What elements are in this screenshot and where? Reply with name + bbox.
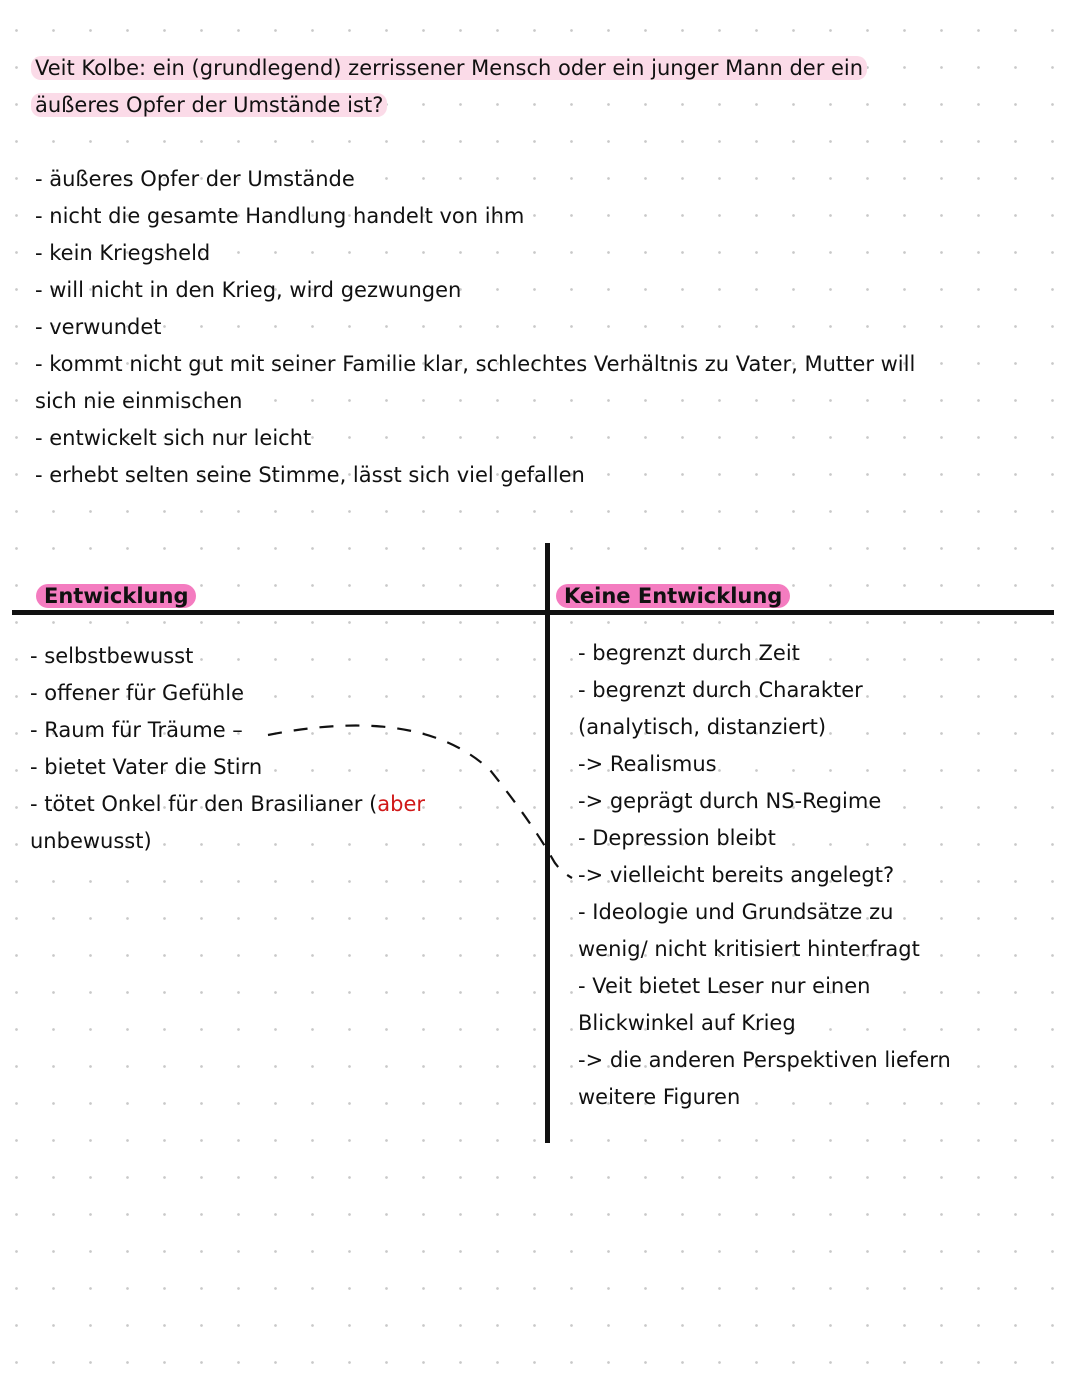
right-column-header: Keine Entwicklung — [556, 578, 790, 615]
left-item: - bietet Vater die Stirn — [30, 755, 263, 779]
left-item: - selbstbewusst — [30, 644, 194, 668]
bullet-item: - äußeres Opfer der Umstände — [35, 167, 355, 191]
right-item: - Depression bleibt — [578, 826, 776, 850]
left-item-5: - tötet Onkel für den Brasilianer (aber — [30, 792, 426, 816]
bullet-item: - nicht die gesamte Handlung handelt von ihm — [35, 204, 525, 228]
right-item: -> Realismus — [578, 752, 717, 776]
title-line-2: äußeres Opfer der Umstände ist? — [31, 87, 387, 124]
left-item-5-cont: unbewusst) — [30, 829, 152, 853]
right-item: -> vielleicht bereits angelegt? — [578, 863, 895, 887]
title-line-1: Veit Kolbe: ein (grundlegend) zerrissener Mensch oder ein junger Mann der ein — [31, 50, 867, 87]
right-item: - Veit bietet Leser nur einen — [578, 974, 871, 998]
right-item: -> geprägt durch NS-Regime — [578, 789, 882, 813]
right-item: (analytisch, distanziert) — [578, 715, 827, 739]
left-item: - Raum für Träume – — [30, 718, 243, 742]
bullet-item: - entwickelt sich nur leicht — [35, 426, 312, 450]
left-column-header: Entwicklung — [36, 578, 196, 615]
right-item: weitere Figuren — [578, 1085, 741, 1109]
right-item: - Ideologie und Grundsätze zu — [578, 900, 894, 924]
right-item: wenig/ nicht kritisiert hinterfragt — [578, 937, 920, 961]
right-item: - begrenzt durch Zeit — [578, 641, 800, 665]
bullet-item: - verwundet — [35, 315, 162, 339]
bullet-item: - erhebt selten seine Stimme, lässt sich viel gefallen — [35, 463, 585, 487]
left-item: - offener für Gefühle — [30, 681, 244, 705]
bullet-item: - kein Kriegsheld — [35, 241, 211, 265]
right-item: - begrenzt durch Charakter — [578, 678, 863, 702]
right-item: -> die anderen Perspektiven liefern — [578, 1048, 951, 1072]
bullet-item: sich nie einmischen — [35, 389, 243, 413]
right-item: Blickwinkel auf Krieg — [578, 1011, 796, 1035]
bullet-item: - kommt nicht gut mit seiner Familie klar, schlechtes Verhältnis zu Vater, Mutter will — [35, 352, 916, 376]
bullet-item: - will nicht in den Krieg, wird gezwungen — [35, 278, 462, 302]
